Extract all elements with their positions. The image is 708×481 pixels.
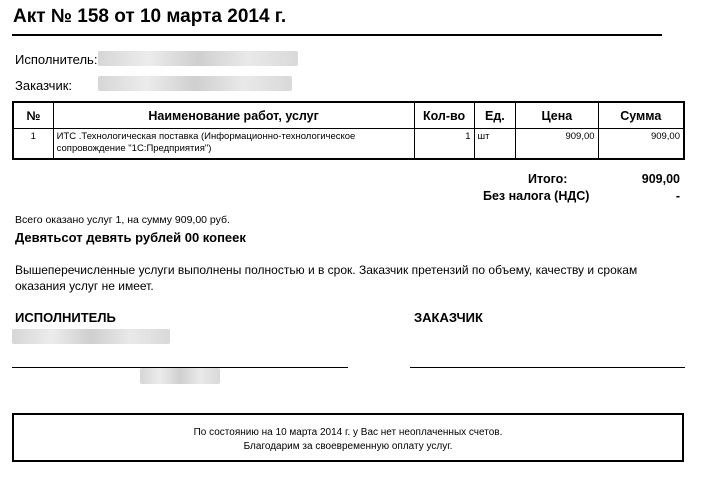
header-name: Наименование работ, услуг <box>53 102 414 129</box>
tax-value: - <box>675 189 680 203</box>
row-sum: 909,00 <box>598 129 684 160</box>
customer-value-redacted <box>98 76 292 91</box>
row-name: ИТС .Технологическая поставка (Информационно-технологическое сопровождение "1С:Предприятия") <box>53 129 414 160</box>
row-num: 1 <box>13 129 53 160</box>
header-qty: Кол-во <box>414 102 474 129</box>
tax-label: Без налога (НДС) <box>483 189 590 203</box>
services-table <box>12 101 685 160</box>
executor-label: Исполнитель: <box>15 52 98 67</box>
header-unit: Ед. <box>474 102 516 129</box>
row-unit: шт <box>474 129 516 160</box>
table-row <box>13 129 684 160</box>
amount-in-words: Девятьсот девять рублей 00 копеек <box>15 230 246 245</box>
executor-value-redacted <box>98 51 298 66</box>
customer-label: Заказчик: <box>15 78 73 93</box>
header-num: № <box>13 102 53 129</box>
header-price: Цена <box>516 102 598 129</box>
customer-heading: ЗАКАЗЧИК <box>414 310 483 325</box>
title-divider <box>12 34 662 36</box>
executor-name-redacted <box>12 329 170 344</box>
executor-heading: ИСПОЛНИТЕЛЬ <box>15 310 116 325</box>
services-count-line: Всего оказано услуг 1, на сумму 909,00 руб. <box>15 214 230 226</box>
footer-notice <box>12 413 684 462</box>
table-header-row <box>13 102 684 129</box>
total-value: 909,00 <box>641 172 680 186</box>
total-label: Итого: <box>528 172 568 186</box>
executor-stamp-redacted <box>140 368 220 384</box>
acceptance-statement: Вышеперечисленные услуги выполнены полностью и в срок. Заказчик претензий по объему, качеству и срокам оказания услуг не имеет. <box>15 263 638 293</box>
customer-signature-line <box>410 367 685 368</box>
document-title: Акт № 158 от 10 марта 2014 г. <box>13 6 287 27</box>
row-price: 909,00 <box>516 129 598 160</box>
footer-line-1: По состоянию на 10 марта 2014 г. у Вас нет неоплаченных счетов. <box>193 427 503 438</box>
footer-line-2: Благодарим за своевременную оплату услуг. <box>243 441 453 452</box>
row-qty: 1 <box>414 129 474 160</box>
header-sum: Сумма <box>598 102 684 129</box>
